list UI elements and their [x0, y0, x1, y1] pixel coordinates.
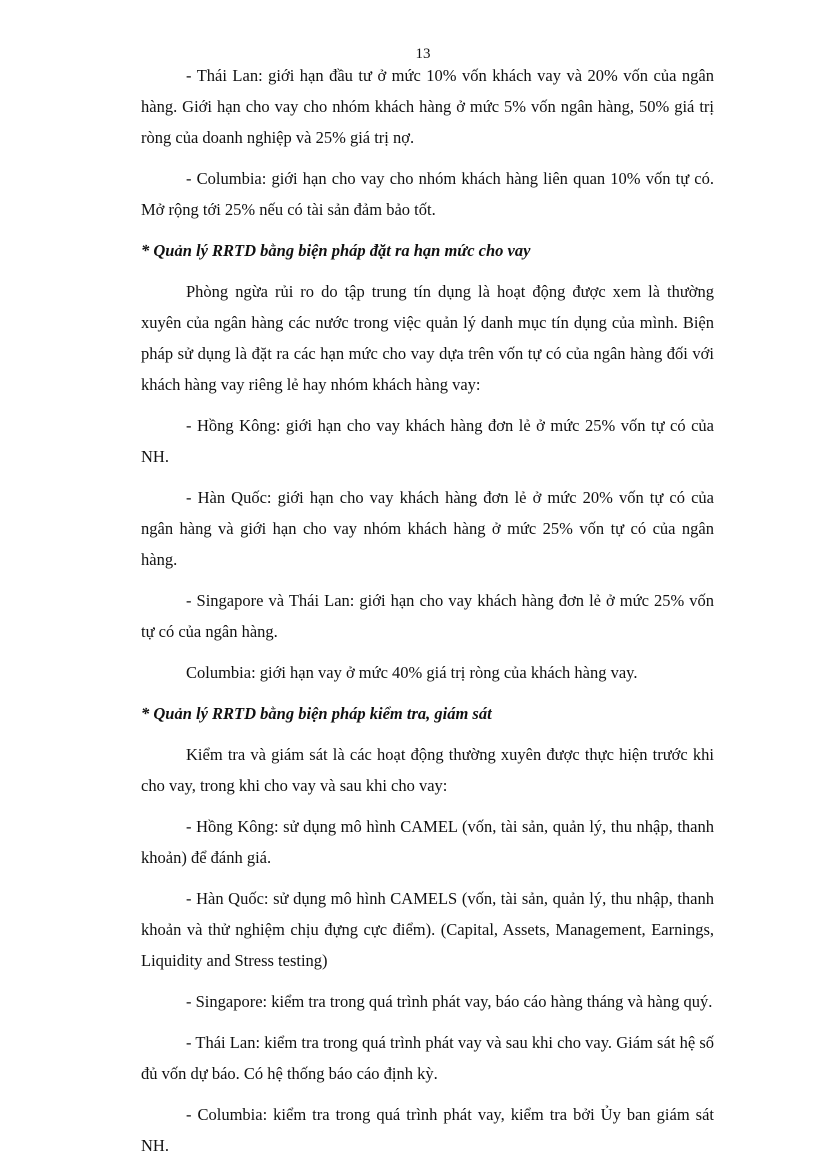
section-heading-inspection: * Quản lý RRTD bằng biện pháp kiểm tra, giám sát [141, 704, 492, 723]
paragraph-korea-limit: - Hàn Quốc: giới hạn cho vay khách hàng đơn lẻ ở mức 20% vốn tự có của ngân hàng và giới hạn cho vay nhóm khách hàng ở mức 25% vốn tự có của ngân hàng. [141, 488, 714, 569]
paragraph-hongkong-limit: - Hồng Kông: giới hạn cho vay khách hàng đơn lẻ ở mức 25% vốn tự có của NH. [141, 416, 714, 466]
paragraph-inspection-intro: Kiểm tra và giám sát là các hoạt động thường xuyên được thực hiện trước khi cho vay, trong khi cho vay và sau khi cho vay: [141, 745, 714, 795]
paragraph-thailand-inspection: - Thái Lan: kiểm tra trong quá trình phát vay và sau khi cho vay. Giám sát hệ số đủ vốn dự báo. Có hệ thống báo cáo định kỳ. [141, 1033, 714, 1083]
section-heading-credit-limits: * Quản lý RRTD bằng biện pháp đặt ra hạn mức cho vay [141, 241, 531, 260]
paragraph-credit-limits-intro: Phòng ngừa rủi ro do tập trung tín dụng là hoạt động được xem là thường xuyên của ngân hàng các nước trong việc quản lý danh mục tín dụng của mình. Biện pháp sử dụng là đặt ra các hạn mức cho vay dựa trên vốn tự có của ngân hàng đối với khách hàng vay riêng lẻ hay nhóm khách hàng vay: [141, 282, 714, 394]
paragraph-columbia-limit: Columbia: giới hạn vay ở mức 40% giá trị ròng của khách hàng vay. [186, 663, 638, 682]
paragraph-hongkong-camel: - Hồng Kông: sử dụng mô hình CAMEL (vốn, tài sản, quản lý, thu nhập, thanh khoản) để đánh giá. [141, 817, 714, 867]
paragraph-singapore-thailand-limit: - Singapore và Thái Lan: giới hạn cho vay khách hàng đơn lẻ ở mức 25% vốn tự có của ngân hàng. [141, 591, 714, 641]
page-number: 13 [415, 46, 431, 62]
document-body [141, 60, 714, 1171]
paragraph-columbia-limits: - Columbia: giới hạn cho vay cho nhóm khách hàng liên quan 10% vốn tự có. Mở rộng tới 25% nếu có tài sản đảm bảo tốt. [141, 169, 714, 219]
paragraph-columbia-inspection: - Columbia: kiểm tra trong quá trình phát vay, kiểm tra bởi Ủy ban giám sát NH. [141, 1105, 714, 1155]
paragraph-singapore-inspection: - Singapore: kiểm tra trong quá trình phát vay, báo cáo hàng tháng và hàng quý. [186, 992, 713, 1011]
paragraph-korea-camels: - Hàn Quốc: sử dụng mô hình CAMELS (vốn, tài sản, quản lý, thu nhập, thanh khoản và thử nghiệm chịu đựng cực điểm). (Capital, Assets, Management, Earnings, Liquidity and Stress testing) [141, 889, 714, 970]
paragraph-thailand-limits: - Thái Lan: giới hạn đầu tư ở mức 10% vốn khách vay và 20% vốn của ngân hàng. Giới hạn cho vay cho nhóm khách hàng ở mức 5% vốn ngân hàng, 50% giá trị ròng của doanh nghiệp và 25% giá trị nợ. [141, 66, 714, 147]
